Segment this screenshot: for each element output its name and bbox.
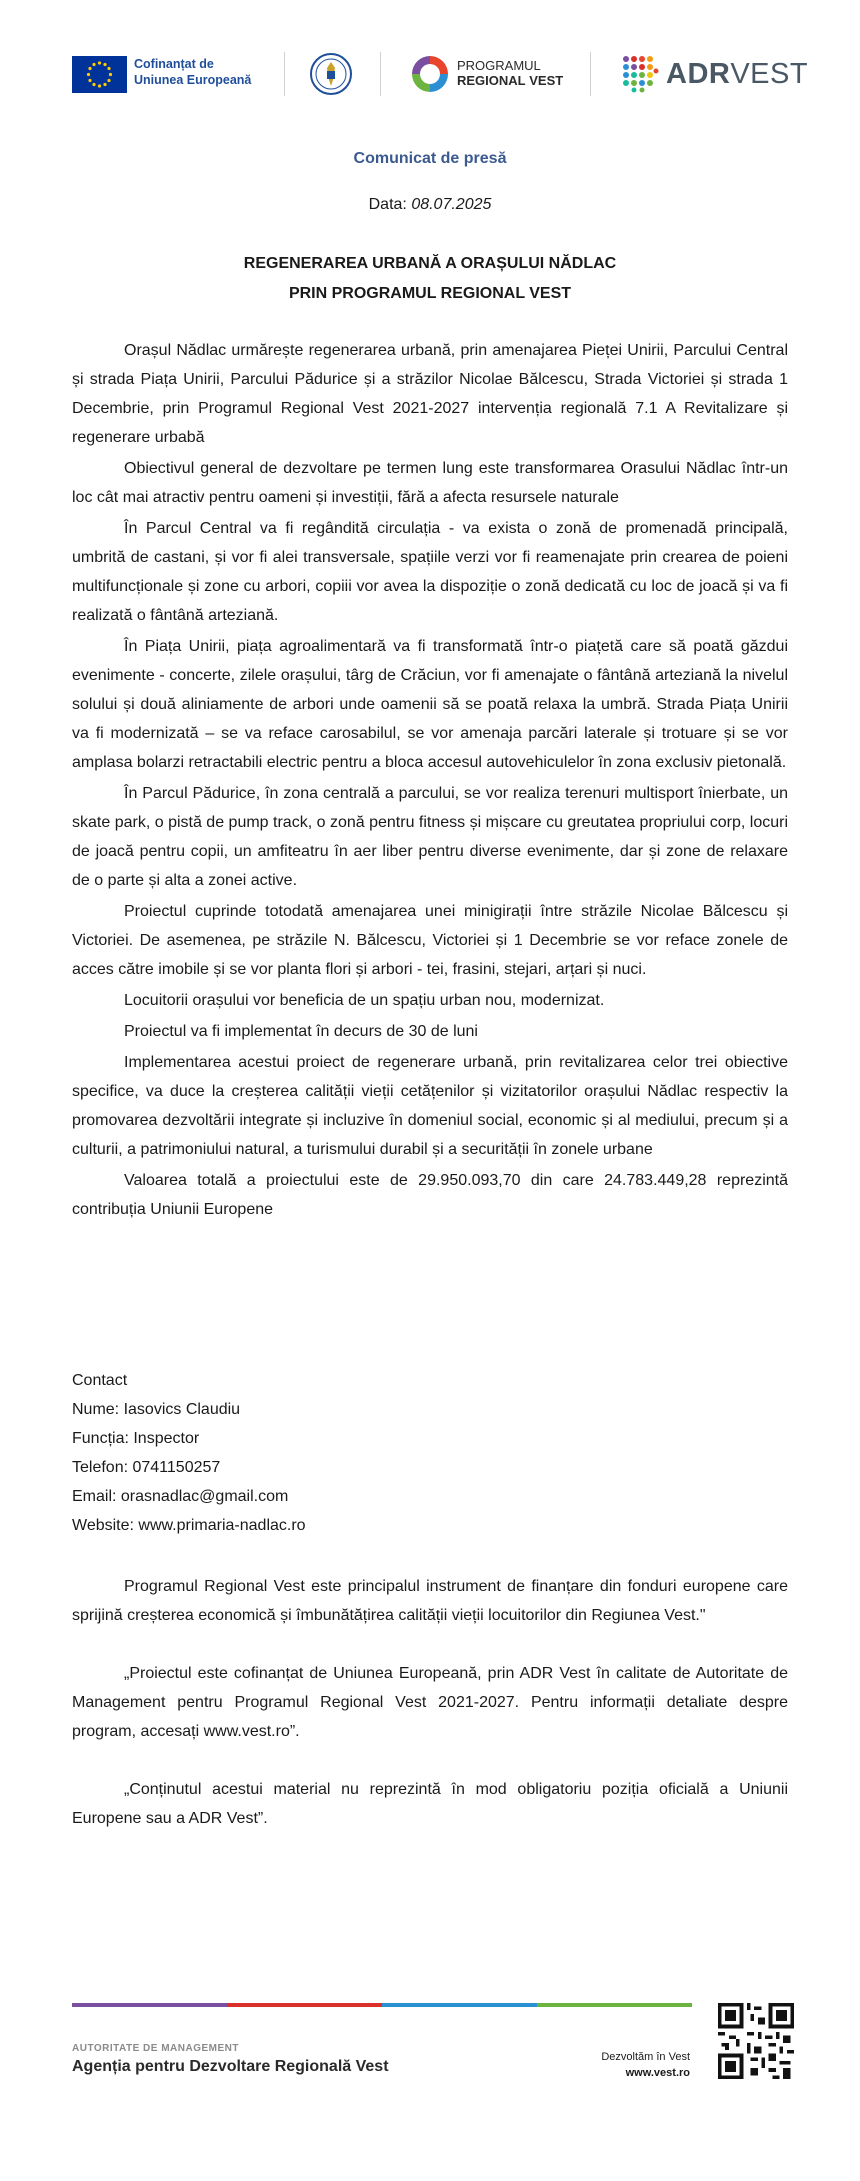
eu-cofinance-label	[134, 56, 274, 88]
programul-regional-vest-label	[457, 58, 577, 88]
document-type: Comunicat de presă	[353, 150, 507, 167]
adr-wordmark-bold: ADR	[666, 58, 731, 90]
contact-name: Nume: Iasovics Claudiu	[72, 1401, 241, 1418]
adr-vest-wordmark	[666, 58, 808, 90]
footer-url[interactable]: www.vest.ro	[625, 2067, 690, 2079]
closing-paragraph: „Proiectul este cofinanțat de Uniunea Europeană, prin ADR Vest în calitate de Autoritate de Management pentru Programul Regional Vest 2021-2027. Pentru informații detaliate despre program, accesați www.vest.ro”.	[72, 1665, 788, 1740]
footer-tagline-text: Dezvoltăm în Vest	[601, 2051, 690, 2063]
date-label: Data:	[368, 196, 407, 213]
logo-bar	[72, 48, 809, 100]
body-paragraph: Proiectul cuprinde totodată amenajarea unei minigirații între străzile Nicolae Bălcescu și Victoriei. De asemenea, pe străzile N. Bălcescu, Victoriei și 1 Decembrie se vor reface zonele de acces către imobile și se vor planta flori și arbori - tei, frasini, stejari, arțari și nuci.	[72, 903, 788, 978]
prv-label-vest: VEST	[529, 73, 564, 88]
footer-color-line	[72, 2003, 692, 2007]
press-release-body	[72, 336, 788, 1226]
contact-heading: Contact	[72, 1372, 128, 1389]
body-paragraph: Valoarea totală a proiectului este de 29.950.093,70 din care 24.783.449,28 reprezintă contribuția Uniunii Europene	[72, 1172, 788, 1218]
date-value: 08.07.2025	[411, 196, 492, 213]
programul-regional-vest-logo-icon	[409, 53, 451, 95]
footer-line-segment	[382, 2003, 537, 2007]
body-paragraph: În Piața Unirii, piața agroalimentară va fi transformată într-o piațetă care să poată găzdui evenimente - concerte, zilele orașului, târg de Crăciun, vor fi amenajate o fântână arteziană la nivelul solului și două aliniamente de arbori unde oamenii să se poată relaxa la umbră. Strada Piața Unirii va fi modernizată – se va reface carosabilul, se vor amenaja parcări laterale și trotuare și se vor amplasa bolarzi retractabili electric pentru a bloca accesul autovehiculelor în zona exclusiv pietonală.	[72, 638, 788, 771]
prv-label-line1: PROGRAMUL	[457, 58, 541, 73]
logo-divider	[590, 52, 591, 96]
prv-label-regional: REGIONAL	[457, 73, 526, 88]
body-paragraph: Proiectul va fi implementat în decurs de 30 de luni	[124, 1023, 478, 1040]
footer-line-segment	[537, 2003, 692, 2007]
eu-label-line2: Uniunea Europeană	[134, 73, 252, 87]
adr-vest-dots-icon	[620, 53, 660, 93]
body-paragraph: Orașul Nădlac urmărește regenerarea urbană, prin amenajarea Pieței Unirii, Parcului Central și strada Piața Unirii, Parcului Pădurice și a străzilor Nicolae Bălcescu, Strada Victoriei și strada 1 Decembrie, prin Programul Regional Vest 2021-2027 intervenția regională 7.1 A Revitalizare și regenerare urbabă	[72, 342, 788, 446]
title-line2: PRIN PROGRAMUL REGIONAL VEST	[288, 285, 572, 302]
document-title	[0, 249, 860, 309]
footer-tagline	[540, 2049, 690, 2081]
logo-divider	[380, 52, 381, 96]
closing-paragraph: Programul Regional Vest este principalul instrument de finanțare din fonduri europene care sprijină creșterea economică și îmbunătățirea calității vieții locuitorilor din Regiunea Vest."	[72, 1578, 788, 1624]
qr-code-icon	[718, 2003, 794, 2079]
contact-phone: Telefon: 0741150257	[72, 1459, 221, 1476]
document-date	[0, 196, 860, 214]
footer-agency-name: Agenția pentru Dezvoltare Regională Vest	[72, 2058, 389, 2075]
closing-paragraph: „Conținutul acestui material nu reprezintă în mod obligatoriu poziția oficială a Uniunii Europene sau a ADR Vest”.	[72, 1781, 788, 1827]
eu-flag-icon	[72, 56, 127, 93]
contact-email: Email: orasnadlac@gmail.com	[72, 1488, 289, 1505]
body-paragraph: Locuitorii orașului vor beneficia de un spațiu urban nou, modernizat.	[124, 992, 605, 1009]
contact-website: Website: www.primaria-nadlac.ro	[72, 1517, 306, 1534]
body-paragraph: În Parcul Central va fi regândită circulația - va exista o zonă de promenadă principală, umbrită de castani, și vor fi alei transversale, spațiile verzi vor fi reamenajate prin crearea de poieni multifuncționale și zone cu arbori, copiii vor avea la dispoziție o zonă dedicată cu loc de joacă și va fi realizată o fântână arteziană.	[72, 520, 788, 624]
body-paragraph: Obiectivul general de dezvoltare pe termen lung este transformarea Orasului Nădlac într-un loc cât mai atractiv pentru oameni și investiții, fără a afecta resursele naturale	[72, 460, 788, 506]
title-line1: REGENERAREA URBANĂ A ORAȘULUI NĂDLAC	[243, 255, 617, 272]
footer-authority-label: AUTORITATE DE MANAGEMENT	[72, 2043, 239, 2054]
contact-role: Funcția: Inspector	[72, 1430, 200, 1447]
eu-label-line1: Cofinanțat de	[134, 57, 214, 71]
footer-line-segment	[227, 2003, 382, 2007]
body-paragraph: În Parcul Pădurice, în zona centrală a parcului, se vor realiza terenuri multisport înierbate, un skate park, o pistă de pump track, o zonă pentru fitness și mișcare cu greutatea propriului corp, locuri de joacă pentru copii, un amfiteatru în aer liber pentru diverse evenimente, dar și zone de relaxare de o parte și alta a zonei active.	[72, 785, 788, 889]
logo-divider	[284, 52, 285, 96]
body-paragraph: Implementarea acestui proiect de regenerare urbană, prin revitalizarea celor trei obiective specifice, va duce la creșterea calității vieții cetățenilor și vizitatorilor orașului Nădlac respectiv la promovarea dezvoltării integrate și incluzive în domeniul social, economic și al mediului, precum și a culturii, a patrimoniului natural, a turismului durabil și a securității în zonele urbane	[72, 1054, 788, 1158]
adr-wordmark-light: VEST	[730, 58, 809, 90]
contact-block	[72, 1366, 788, 1540]
closing-block	[72, 1572, 788, 1833]
romania-government-seal-icon	[310, 53, 352, 95]
footer-line-segment	[72, 2003, 227, 2007]
